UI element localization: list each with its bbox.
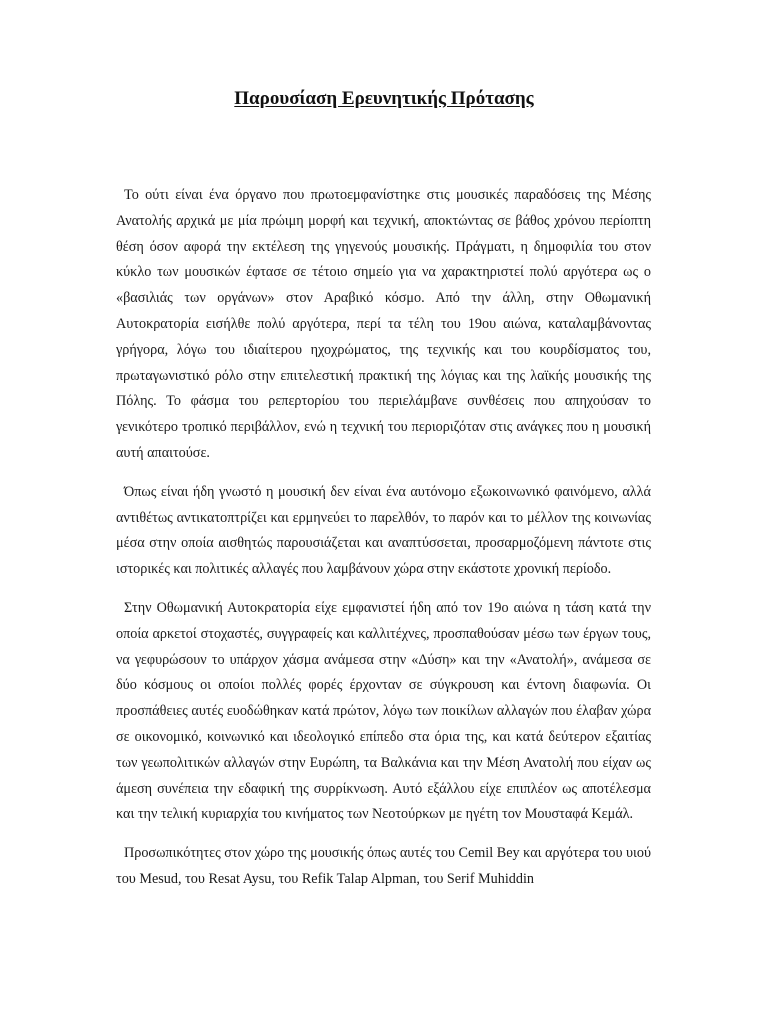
paragraph-1: Το ούτι είναι ένα όργανο που πρωτοεμφανίστηκε στις μουσικές παραδόσεις της Μέσης Ανατολής αρχικά με μία πρώιμη μορφή και τεχνική, αποκτώντας σε βάθος χρόνου περίοπτη θέση όσον αφορά την εκτέλεση της γηγενούς μουσικής. Πράγματι, η δημοφιλία του στον κύκλο των μουσικών έφτασε σε τέτοιο σημείο για να χαρακτηριστεί πολύ αργότερα ως ο «βασιλιάς των οργάνων» στον Αραβικό κόσμο. Από την άλλη, στην Οθωμανική Αυτοκρατορία εισήλθε πολύ αργότερα, περί τα τέλη του 19ου αιώνα, καταλαμβάνοντας γρήγορα, λόγω του ιδιαίτερου ηχοχρώματος, της τεχνικής και του κουρδίσματος του, πρωταγωνιστικό ρόλο στην επιτελεστική πρακτική της λόγιας και της λαϊκής μουσικής της Πόλης. Το φάσμα του ρεπερτορίου του περιελάμβανε συνθέσεις που απηχούσαν το γενικότερο τροπικό περιβάλλον, ενώ η τεχνική του περιοριζόταν στις ανάγκες που η μουσική αυτή απαιτούσε. — [116, 187, 651, 461]
document-title — [0, 88, 768, 110]
document-body — [116, 183, 651, 906]
paragraph-4: Προσωπικότητες στον χώρο της μουσικής όπως αυτές του Cemil Bey και αργότερα του υιού του Mesud, του Resat Aysu, του Refik Talap Alpman, του Serif Muhiddin — [116, 845, 651, 887]
paragraph-3: Στην Οθωμανική Αυτοκρατορία είχε εμφανιστεί ήδη από τον 19ο αιώνα η τάση κατά την οποία αρκετοί στοχαστές, συγγραφείς και καλλιτέχνες, προσπαθούσαν μέσω των έργων τους, να γεφυρώσουν το υπάρχον χάσμα ανάμεσα στην «Δύση» και την «Ανατολή», ανάμεσα σε δύο κόσμους οι οποίοι πολλές φορές έρχονταν σε σύγκρουση και έντονη διαφωνία. Οι προσπάθειες αυτές ευοδώθηκαν κατά πρώτον, λόγω των ποικίλων αλλαγών που έλαβαν χώρα σε οικονομικό, κοινωνικό και ιδεολογικό επίπεδο στα όρια της, και κατά δεύτερον εξαιτίας των γεωπολιτικών αλλαγών στην Ευρώπη, τα Βαλκάνια και την Μέση Ανατολή που είχαν ως άμεση συνέπεια την εδαφική της συρρίκνωση. Αυτό εξάλλου είχε επιπλέον ως αποτέλεσμα και την τελική κυριαρχία του κινήματος των Νεοτούρκων με ηγέτη τον Μουσταφά Κεμάλ. — [116, 599, 651, 823]
document-title-text: Παρουσίαση Ερευνητικής Πρότασης — [234, 88, 534, 109]
paragraph-2: Όπως είναι ήδη γνωστό η μουσική δεν είναι ένα αυτόνομο εξωκοινωνικό φαινόμενο, αλλά αντιθέτως αντικατοπτρίζει και ερμηνεύει το παρελθόν, το παρόν και το μέλλον της κοινωνίας μέσα στην οποία αισθητώς παρουσιάζεται και αναπτύσσεται, προσαρμοζόμενη πάντοτε στις ιστορικές και πολιτικές αλλαγές που λαμβάνουν χώρα στην εκάστοτε χρονική περίοδο. — [116, 483, 651, 578]
